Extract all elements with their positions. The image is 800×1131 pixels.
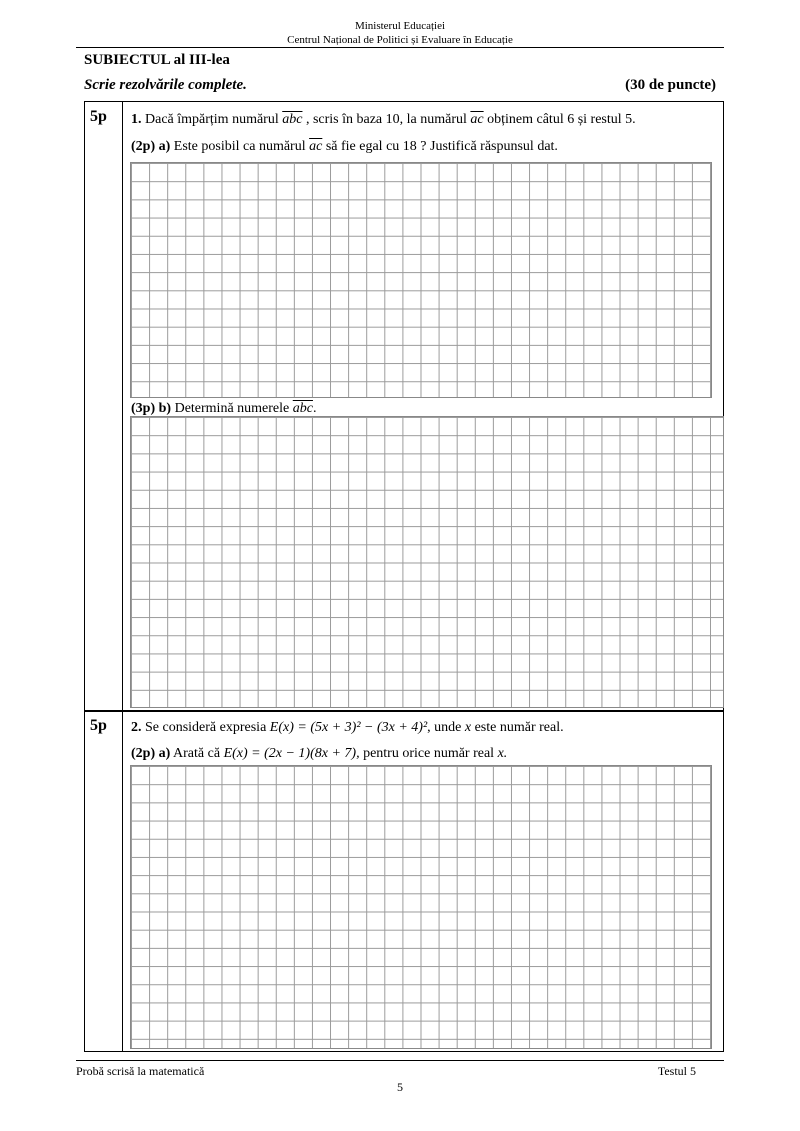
problem-2-text3: este număr real.: [474, 720, 564, 735]
ac-number-a: $\overline{ac}$: [309, 139, 323, 154]
abc-number-b: $\overline{abc}$: [292, 401, 313, 416]
problem-1b-statement: [131, 401, 316, 417]
problem-1b-text: Determină numerele: [174, 401, 290, 416]
problem-1a-label: a): [158, 139, 171, 154]
problem-1a-text1: Este posibil ca numărul: [173, 139, 306, 154]
expression-factored: E(x) = (2x − 1)(8x + 7),: [223, 746, 360, 761]
section-points: (30 de puncte): [625, 77, 716, 93]
problem-2-text2: , unde: [427, 720, 462, 735]
problem-2-divider: [122, 711, 123, 1052]
problem-2-score: 5p: [90, 717, 107, 734]
problem-2-statement: [131, 720, 564, 736]
expression-e: E(x) = (5x + 3)² − (3x + 4)²: [269, 720, 428, 735]
footer-rule: [76, 1060, 724, 1061]
problem-1-text-a: Dacă împărțim numărul: [145, 112, 279, 127]
problem-1-statement: [131, 112, 636, 128]
variable-x-a: x.: [497, 746, 508, 761]
problem-1b-label: b): [158, 401, 172, 416]
ac-number: $\overline{ac}$: [470, 112, 484, 127]
center-name: Centrul Național de Politici și Evaluare în Educație: [287, 34, 513, 46]
problem-1a-statement: [131, 139, 558, 155]
ministry-name: Ministerul Educației: [354, 20, 446, 32]
problem-1a-text2: să fie egal cu 18 ? Justifică răspunsul dat.: [325, 139, 558, 154]
problem-1a-points: (2p): [131, 139, 156, 154]
footer-exam-name: Probă scrisă la matematică: [76, 1064, 205, 1078]
problem-2a-statement: [131, 746, 507, 762]
problem-2a-text1: Arată că: [173, 746, 221, 761]
header-rule: [76, 47, 724, 48]
problem-2a-text2: pentru orice număr real: [363, 746, 495, 761]
problem-2a-label: a): [158, 746, 171, 761]
problem-1b-end: .: [312, 401, 317, 416]
problem-2-number: 2.: [131, 720, 142, 735]
answer-grid-1b[interactable]: [130, 416, 724, 708]
problem-1b-points: (3p): [131, 401, 156, 416]
section-title: SUBIECTUL al III-lea: [84, 52, 230, 68]
problem-2-text1: Se consideră expresia: [145, 720, 267, 735]
answer-grid-1a[interactable]: [130, 162, 712, 398]
problem-1-divider: [122, 101, 123, 710]
problem-1-text-c: obținem câtul 6 și restul 5.: [487, 112, 636, 127]
footer-test-number: Testul 5: [657, 1064, 696, 1078]
problem-1-text-b: , scris în baza 10, la numărul: [305, 112, 467, 127]
section-instruction: Scrie rezolvările complete.: [84, 77, 247, 93]
problem-2a-points: (2p): [131, 746, 156, 761]
abc-number: $\overline{abc}$: [282, 112, 303, 127]
problem-1-score: 5p: [90, 108, 107, 125]
problem-1-number: 1.: [131, 112, 142, 127]
variable-x: x: [464, 720, 472, 735]
answer-grid-2a[interactable]: [130, 765, 712, 1049]
page-number: 5: [397, 1080, 403, 1094]
